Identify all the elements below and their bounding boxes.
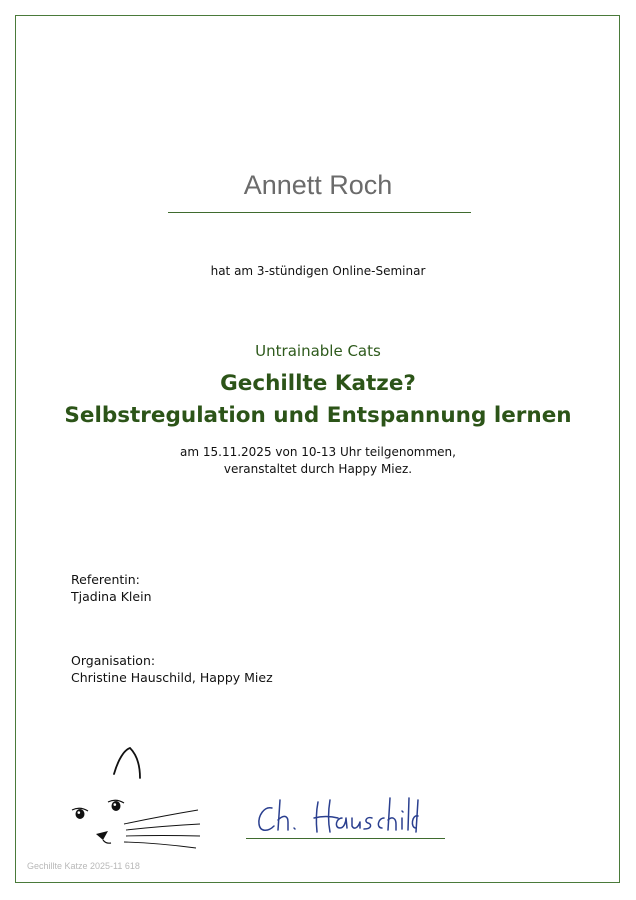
referent-label: Referentin: — [71, 572, 140, 587]
series-name: Untrainable Cats — [255, 342, 381, 360]
referent-block — [71, 571, 152, 605]
seminar-details — [0, 444, 636, 478]
signature-icon — [250, 794, 420, 840]
seminar-title-line-2: Selbstregulation und Entspannung lernen — [64, 403, 572, 428]
cat-logo-icon — [58, 744, 208, 849]
seminar-title-line-1: Gechillte Katze? — [220, 371, 416, 396]
details-line-2: veranstaltet durch Happy Miez. — [223, 462, 413, 476]
organisation-label: Organisation: — [71, 653, 156, 668]
signature-line — [246, 838, 445, 839]
certificate-code: Gechillte Katze 2025-11 618 — [27, 861, 140, 871]
organisation-name: Christine Hauschild, Happy Miez — [71, 670, 273, 685]
organisation-block — [71, 652, 273, 686]
intro-text: hat am 3-stündigen Online-Seminar — [210, 264, 426, 278]
recipient-name: Annett Roch — [243, 170, 393, 200]
referent-name: Tjadina Klein — [71, 589, 152, 604]
seminar-title — [0, 368, 636, 432]
name-underline — [168, 212, 471, 213]
details-line-1: am 15.11.2025 von 10-13 Uhr teilgenommen, — [180, 445, 456, 459]
